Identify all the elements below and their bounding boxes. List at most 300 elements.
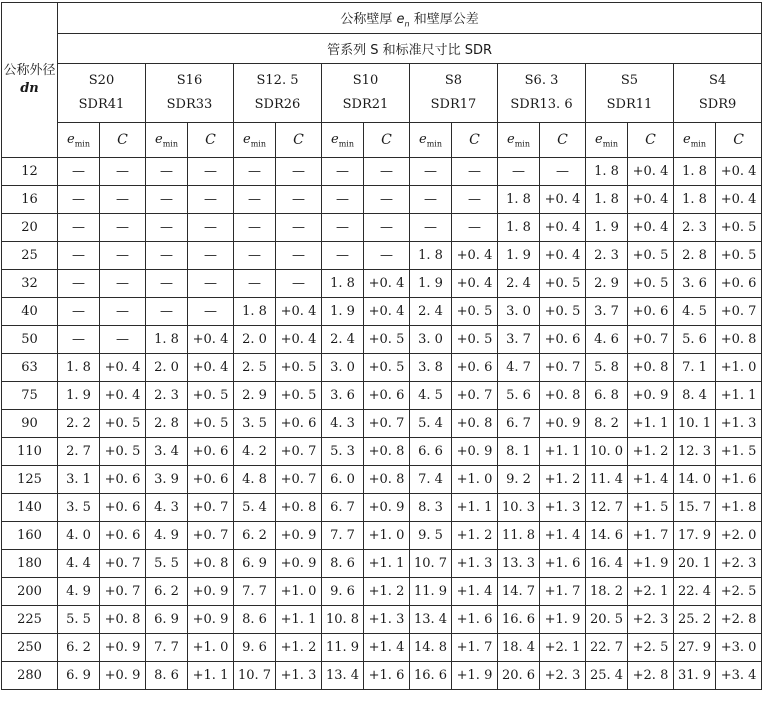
tolerance-cell: +0. 9 xyxy=(276,522,322,550)
tolerance-cell: +0. 4 xyxy=(540,214,586,242)
wall-thickness-table xyxy=(1,2,762,690)
wall-thickness-cell: 2. 3 xyxy=(586,242,628,270)
tolerance-cell: — xyxy=(276,186,322,214)
tolerance-cell: +1. 1 xyxy=(452,494,498,522)
table-row xyxy=(2,494,762,522)
tolerance-cell: +1. 3 xyxy=(364,606,410,634)
tolerance-cell: +1. 3 xyxy=(276,662,322,690)
tolerance-cell: +2. 3 xyxy=(540,662,586,690)
wall-thickness-cell: 4. 7 xyxy=(498,354,540,382)
tolerance-cell: +1. 4 xyxy=(452,578,498,606)
wall-thickness-cell: 2. 4 xyxy=(410,298,452,326)
wall-thickness-cell: 2. 0 xyxy=(234,326,276,354)
wall-thickness-cell: 11. 4 xyxy=(586,466,628,494)
tolerance-cell: +0. 4 xyxy=(716,158,762,186)
tolerance-column-header: C xyxy=(628,123,674,158)
emin-column-header: $e_{min}$ xyxy=(410,123,452,158)
emin-column-header: $e_{min}$ xyxy=(234,123,276,158)
tolerance-cell: +0. 6 xyxy=(100,522,146,550)
outer-diameter-cell: 140 xyxy=(2,494,58,522)
wall-thickness-cell: — xyxy=(322,242,364,270)
tolerance-cell: — xyxy=(188,298,234,326)
wall-thickness-cell: — xyxy=(58,242,100,270)
tolerance-cell: +3. 4 xyxy=(716,662,762,690)
tolerance-cell: +0. 5 xyxy=(364,354,410,382)
tolerance-cell: +2. 8 xyxy=(716,606,762,634)
tolerance-column-header: C xyxy=(276,123,322,158)
tolerance-column-header: C xyxy=(100,123,146,158)
tolerance-cell: +0. 6 xyxy=(276,410,322,438)
tolerance-cell: +0. 4 xyxy=(628,214,674,242)
wall-thickness-cell: 25. 4 xyxy=(586,662,628,690)
wall-thickness-cell: 5. 4 xyxy=(234,494,276,522)
tolerance-cell: +2. 0 xyxy=(716,522,762,550)
wall-thickness-cell: 3. 7 xyxy=(498,326,540,354)
outer-diameter-cell: 20 xyxy=(2,214,58,242)
outer-diameter-cell: 63 xyxy=(2,354,58,382)
tolerance-cell: +1. 3 xyxy=(716,410,762,438)
wall-thickness-cell: — xyxy=(58,214,100,242)
tolerance-cell: +1. 6 xyxy=(540,550,586,578)
tolerance-cell: +1. 3 xyxy=(452,550,498,578)
tolerance-cell: — xyxy=(100,242,146,270)
subcolumn-header-row xyxy=(2,123,762,158)
series-header xyxy=(410,64,498,123)
table-row xyxy=(2,214,762,242)
table-row xyxy=(2,466,762,494)
tolerance-cell: +0. 7 xyxy=(540,354,586,382)
tolerance-cell: +2. 1 xyxy=(628,578,674,606)
tolerance-cell: +0. 6 xyxy=(188,438,234,466)
tolerance-cell: +0. 4 xyxy=(716,186,762,214)
tolerance-cell: — xyxy=(452,158,498,186)
outer-diameter-cell: 225 xyxy=(2,606,58,634)
wall-thickness-cell: 2. 8 xyxy=(674,242,716,270)
tolerance-cell: — xyxy=(100,158,146,186)
tolerance-cell: +0. 6 xyxy=(540,326,586,354)
wall-thickness-cell: 9. 6 xyxy=(234,634,276,662)
tolerance-cell: +2. 3 xyxy=(628,606,674,634)
series-s-label: S20 xyxy=(88,73,115,88)
wall-thickness-cell: 6. 8 xyxy=(586,382,628,410)
tolerance-cell: — xyxy=(100,186,146,214)
tolerance-cell: +0. 6 xyxy=(100,494,146,522)
wall-thickness-cell: — xyxy=(146,158,188,186)
wall-thickness-cell: 5. 3 xyxy=(322,438,364,466)
wall-thickness-cell: 1. 8 xyxy=(146,326,188,354)
tolerance-cell: +0. 7 xyxy=(452,382,498,410)
table-row xyxy=(2,662,762,690)
tolerance-cell: +0. 7 xyxy=(276,466,322,494)
wall-thickness-cell: 4. 4 xyxy=(58,550,100,578)
series-sdr-label: SDR13. 6 xyxy=(510,97,573,112)
wall-thickness-cell: 4. 5 xyxy=(410,382,452,410)
wall-thickness-cell: 10. 0 xyxy=(586,438,628,466)
wall-thickness-cell: 1. 8 xyxy=(234,298,276,326)
tolerance-cell: +1. 7 xyxy=(452,634,498,662)
wall-thickness-cell: 4. 9 xyxy=(146,522,188,550)
table-header xyxy=(2,3,762,158)
tolerance-cell: +0. 4 xyxy=(276,298,322,326)
tolerance-cell: +0. 4 xyxy=(628,158,674,186)
outer-diameter-symbol: dn xyxy=(20,81,39,96)
tolerance-cell: +0. 7 xyxy=(188,522,234,550)
tolerance-cell: — xyxy=(276,270,322,298)
wall-thickness-cell: 7. 1 xyxy=(674,354,716,382)
table-row xyxy=(2,578,762,606)
wall-thickness-cell: — xyxy=(58,298,100,326)
wall-thickness-cell: 6. 2 xyxy=(234,522,276,550)
outer-diameter-label: 公称外径 xyxy=(3,63,56,78)
tolerance-cell: +0. 9 xyxy=(100,634,146,662)
tolerance-cell: +0. 9 xyxy=(100,662,146,690)
tolerance-cell: +0. 5 xyxy=(100,438,146,466)
tolerance-column-header: C xyxy=(716,123,762,158)
tolerance-cell: +0. 4 xyxy=(628,186,674,214)
tolerance-cell: +0. 5 xyxy=(364,326,410,354)
tolerance-cell: +0. 8 xyxy=(188,550,234,578)
wall-thickness-cell: 5. 6 xyxy=(674,326,716,354)
emin-column-header: $e_{min}$ xyxy=(322,123,364,158)
tolerance-cell: +1. 9 xyxy=(540,606,586,634)
wall-thickness-cell: 9. 6 xyxy=(322,578,364,606)
wall-thickness-cell: 2. 0 xyxy=(146,354,188,382)
tolerance-cell: — xyxy=(364,242,410,270)
series-header xyxy=(146,64,234,123)
table-row xyxy=(2,270,762,298)
wall-thickness-cell: 2. 9 xyxy=(234,382,276,410)
wall-thickness-cell: 27. 9 xyxy=(674,634,716,662)
wall-thickness-cell: 4. 6 xyxy=(586,326,628,354)
tolerance-cell: +1. 4 xyxy=(628,466,674,494)
series-header xyxy=(234,64,322,123)
wall-thickness-cell: 5. 8 xyxy=(586,354,628,382)
wall-thickness-cell: 2. 9 xyxy=(586,270,628,298)
series-s-label: S5 xyxy=(620,73,639,88)
tolerance-cell: — xyxy=(276,242,322,270)
tolerance-cell: — xyxy=(100,214,146,242)
series-sdr-label: SDR26 xyxy=(254,97,301,112)
tolerance-cell: +1. 3 xyxy=(540,494,586,522)
wall-thickness-cell: — xyxy=(410,214,452,242)
tolerance-cell: +1. 0 xyxy=(716,354,762,382)
tolerance-cell: +1. 0 xyxy=(452,466,498,494)
wall-thickness-cell: 6. 0 xyxy=(322,466,364,494)
wall-thickness-cell: 8. 1 xyxy=(498,438,540,466)
wall-thickness-cell: 4. 9 xyxy=(58,578,100,606)
tolerance-cell: +0. 4 xyxy=(364,298,410,326)
tolerance-cell: +0. 5 xyxy=(276,382,322,410)
outer-diameter-header xyxy=(2,3,58,158)
tolerance-cell: +0. 5 xyxy=(188,410,234,438)
table-row xyxy=(2,242,762,270)
tolerance-cell: — xyxy=(276,158,322,186)
tolerance-cell: +1. 0 xyxy=(188,634,234,662)
table-row xyxy=(2,410,762,438)
wall-thickness-cell: 8. 6 xyxy=(234,606,276,634)
tolerance-cell: +1. 1 xyxy=(540,438,586,466)
wall-thickness-cell: 3. 9 xyxy=(146,466,188,494)
series-s-label: S8 xyxy=(444,73,463,88)
wall-thickness-cell: — xyxy=(234,214,276,242)
wall-thickness-cell: 7. 7 xyxy=(322,522,364,550)
tolerance-cell: +0. 5 xyxy=(188,382,234,410)
pipe-series-title: 管系列 S 和标准尺寸比 SDR xyxy=(58,34,762,64)
tolerance-cell: +1. 4 xyxy=(540,522,586,550)
tolerance-cell: +2. 1 xyxy=(540,634,586,662)
wall-thickness-cell: 7. 7 xyxy=(234,578,276,606)
tolerance-cell: +1. 0 xyxy=(364,522,410,550)
series-s-label: S10 xyxy=(352,73,379,88)
tolerance-cell: — xyxy=(188,214,234,242)
tolerance-cell: +1. 2 xyxy=(276,634,322,662)
tolerance-cell: +1. 8 xyxy=(716,494,762,522)
wall-thickness-cell: 6. 9 xyxy=(146,606,188,634)
wall-thickness-cell: 3. 6 xyxy=(322,382,364,410)
wall-thickness-cell: 2. 8 xyxy=(146,410,188,438)
wall-thickness-cell: — xyxy=(234,186,276,214)
tolerance-cell: +0. 8 xyxy=(100,606,146,634)
tolerance-cell: — xyxy=(100,270,146,298)
tolerance-cell: +0. 7 xyxy=(100,578,146,606)
tolerance-cell: +1. 1 xyxy=(188,662,234,690)
tolerance-cell: +2. 5 xyxy=(628,634,674,662)
tolerance-cell: — xyxy=(364,158,410,186)
outer-diameter-cell: 75 xyxy=(2,382,58,410)
tolerance-cell: +0. 9 xyxy=(276,550,322,578)
wall-thickness-cell: 1. 8 xyxy=(674,186,716,214)
wall-thickness-cell: 3. 7 xyxy=(586,298,628,326)
tolerance-cell: +0. 4 xyxy=(276,326,322,354)
series-s-label: S6. 3 xyxy=(524,73,559,88)
table-row xyxy=(2,634,762,662)
table-row xyxy=(2,550,762,578)
outer-diameter-cell: 250 xyxy=(2,634,58,662)
series-sdr-label: SDR11 xyxy=(606,97,653,112)
tolerance-cell: +0. 5 xyxy=(540,270,586,298)
tolerance-cell: +3. 0 xyxy=(716,634,762,662)
wall-thickness-cell: 1. 9 xyxy=(58,382,100,410)
emin-column-header: $e_{min}$ xyxy=(498,123,540,158)
tolerance-column-header: C xyxy=(540,123,586,158)
emin-column-header: $e_{min}$ xyxy=(586,123,628,158)
tolerance-cell: +1. 1 xyxy=(716,382,762,410)
outer-diameter-cell: 160 xyxy=(2,522,58,550)
wall-thickness-cell: 4. 3 xyxy=(322,410,364,438)
tolerance-column-header: C xyxy=(452,123,498,158)
tolerance-column-header: C xyxy=(188,123,234,158)
wall-thickness-cell: 3. 0 xyxy=(498,298,540,326)
tolerance-cell: +0. 5 xyxy=(628,270,674,298)
tolerance-cell: +0. 7 xyxy=(364,410,410,438)
table-row xyxy=(2,522,762,550)
tolerance-cell: +1. 9 xyxy=(452,662,498,690)
tolerance-cell: +1. 7 xyxy=(540,578,586,606)
series-sdr-label: SDR41 xyxy=(78,97,125,112)
wall-thickness-cell: 3. 1 xyxy=(58,466,100,494)
tolerance-cell: — xyxy=(540,158,586,186)
outer-diameter-cell: 16 xyxy=(2,186,58,214)
wall-thickness-cell: — xyxy=(58,186,100,214)
tolerance-cell: +1. 1 xyxy=(276,606,322,634)
wall-thickness-cell: 2. 4 xyxy=(322,326,364,354)
wall-thickness-cell: 10. 3 xyxy=(498,494,540,522)
wall-thickness-cell: — xyxy=(146,270,188,298)
wall-thickness-cell: — xyxy=(322,158,364,186)
tolerance-cell: +0. 4 xyxy=(452,270,498,298)
table-body xyxy=(2,158,762,690)
wall-thickness-cell: 3. 0 xyxy=(410,326,452,354)
tolerance-cell: +0. 8 xyxy=(276,494,322,522)
wall-thickness-cell: 8. 6 xyxy=(322,550,364,578)
wall-thickness-cell: 6. 7 xyxy=(498,410,540,438)
wall-thickness-cell: 4. 5 xyxy=(674,298,716,326)
tolerance-cell: +0. 5 xyxy=(628,242,674,270)
series-sdr-label: SDR9 xyxy=(698,97,737,112)
tolerance-cell: +0. 5 xyxy=(100,410,146,438)
wall-thickness-cell: — xyxy=(322,186,364,214)
tolerance-cell: +1. 6 xyxy=(364,662,410,690)
wall-thickness-cell: 5. 5 xyxy=(58,606,100,634)
wall-thickness-cell: 2. 4 xyxy=(498,270,540,298)
wall-thickness-cell: — xyxy=(410,158,452,186)
wall-thickness-cell: 5. 4 xyxy=(410,410,452,438)
tolerance-cell: +2. 5 xyxy=(716,578,762,606)
tolerance-cell: +1. 2 xyxy=(452,522,498,550)
tolerance-cell: +1. 6 xyxy=(716,466,762,494)
wall-thickness-cell: 2. 7 xyxy=(58,438,100,466)
wall-thickness-cell: 6. 2 xyxy=(146,578,188,606)
tolerance-cell: +0. 9 xyxy=(452,438,498,466)
tolerance-cell: +0. 4 xyxy=(540,186,586,214)
tolerance-cell: +1. 2 xyxy=(628,438,674,466)
outer-diameter-cell: 90 xyxy=(2,410,58,438)
wall-thickness-cell: 1. 8 xyxy=(58,354,100,382)
outer-diameter-cell: 25 xyxy=(2,242,58,270)
wall-thickness-cell: 8. 4 xyxy=(674,382,716,410)
tolerance-cell: +0. 8 xyxy=(452,410,498,438)
series-header xyxy=(674,64,762,123)
series-header-row xyxy=(2,64,762,123)
wall-thickness-cell: 25. 2 xyxy=(674,606,716,634)
tolerance-cell: +0. 8 xyxy=(364,438,410,466)
wall-thickness-cell: 15. 7 xyxy=(674,494,716,522)
tolerance-cell: — xyxy=(188,242,234,270)
wall-thickness-cell: 20. 5 xyxy=(586,606,628,634)
wall-thickness-cell: 18. 4 xyxy=(498,634,540,662)
wall-thickness-cell: — xyxy=(146,186,188,214)
tolerance-cell: +0. 4 xyxy=(100,354,146,382)
wall-thickness-cell: 6. 9 xyxy=(58,662,100,690)
wall-thickness-cell: 6. 2 xyxy=(58,634,100,662)
wall-thickness-cell: 3. 5 xyxy=(234,410,276,438)
wall-thickness-cell: 14. 8 xyxy=(410,634,452,662)
wall-thickness-cell: — xyxy=(58,326,100,354)
tolerance-cell: +0. 5 xyxy=(452,298,498,326)
wall-thickness-cell: 1. 9 xyxy=(322,298,364,326)
wall-thickness-cell: 16. 6 xyxy=(410,662,452,690)
wall-thickness-cell: — xyxy=(234,158,276,186)
tolerance-cell: — xyxy=(188,186,234,214)
wall-thickness-cell: 3. 5 xyxy=(58,494,100,522)
wall-thickness-cell: 13. 3 xyxy=(498,550,540,578)
wall-thickness-cell: 12. 3 xyxy=(674,438,716,466)
wall-thickness-cell: 4. 8 xyxy=(234,466,276,494)
tolerance-cell: +0. 5 xyxy=(452,326,498,354)
wall-thickness-cell: 10. 7 xyxy=(234,662,276,690)
wall-thickness-cell: 6. 6 xyxy=(410,438,452,466)
table-row xyxy=(2,186,762,214)
wall-thickness-cell: 1. 8 xyxy=(498,186,540,214)
wall-thickness-cell: 2. 3 xyxy=(146,382,188,410)
tolerance-cell: +0. 8 xyxy=(716,326,762,354)
wall-thickness-cell: 3. 0 xyxy=(322,354,364,382)
wall-thickness-cell: — xyxy=(146,298,188,326)
tolerance-cell: +1. 4 xyxy=(364,634,410,662)
wall-thickness-cell: 1. 8 xyxy=(498,214,540,242)
tolerance-cell: +1. 6 xyxy=(452,606,498,634)
wall-thickness-cell: 9. 5 xyxy=(410,522,452,550)
tolerance-cell: +0. 9 xyxy=(364,494,410,522)
wall-thickness-cell: 7. 7 xyxy=(146,634,188,662)
tolerance-cell: +0. 7 xyxy=(100,550,146,578)
table-row xyxy=(2,606,762,634)
emin-column-header: $e_{min}$ xyxy=(674,123,716,158)
wall-thickness-cell: 18. 2 xyxy=(586,578,628,606)
wall-thickness-cell: 1. 9 xyxy=(410,270,452,298)
tolerance-cell: +0. 4 xyxy=(100,382,146,410)
outer-diameter-cell: 280 xyxy=(2,662,58,690)
wall-thickness-cell: — xyxy=(322,214,364,242)
table-row xyxy=(2,158,762,186)
outer-diameter-cell: 180 xyxy=(2,550,58,578)
wall-thickness-cell: 16. 6 xyxy=(498,606,540,634)
wall-thickness-cell: 11. 9 xyxy=(410,578,452,606)
wall-thickness-cell: — xyxy=(146,214,188,242)
series-header xyxy=(322,64,410,123)
tolerance-cell: +0. 8 xyxy=(628,354,674,382)
wall-thickness-cell: 12. 7 xyxy=(586,494,628,522)
tolerance-cell: — xyxy=(100,298,146,326)
series-header xyxy=(498,64,586,123)
table-row xyxy=(2,298,762,326)
tolerance-cell: +1. 5 xyxy=(628,494,674,522)
series-sdr-label: SDR17 xyxy=(430,97,477,112)
emin-column-header: $e_{min}$ xyxy=(146,123,188,158)
wall-thickness-cell: 3. 6 xyxy=(674,270,716,298)
table-row xyxy=(2,354,762,382)
tolerance-column-header: C xyxy=(364,123,410,158)
wall-thickness-cell: 14. 6 xyxy=(586,522,628,550)
wall-thickness-cell: — xyxy=(498,158,540,186)
wall-thickness-cell: 5. 6 xyxy=(498,382,540,410)
wall-thickness-cell: 1. 8 xyxy=(674,158,716,186)
table-row xyxy=(2,326,762,354)
series-header xyxy=(586,64,674,123)
wall-thickness-cell: — xyxy=(58,270,100,298)
wall-thickness-cell: 1. 9 xyxy=(498,242,540,270)
wall-thickness-cell: 16. 4 xyxy=(586,550,628,578)
wall-thickness-cell: 1. 8 xyxy=(322,270,364,298)
wall-thickness-cell: 2. 5 xyxy=(234,354,276,382)
wall-thickness-cell: 13. 4 xyxy=(322,662,364,690)
outer-diameter-cell: 12 xyxy=(2,158,58,186)
wall-thickness-cell: 1. 9 xyxy=(586,214,628,242)
tolerance-cell: +0. 6 xyxy=(628,298,674,326)
tolerance-cell: — xyxy=(188,158,234,186)
wall-thickness-cell: 1. 8 xyxy=(410,242,452,270)
tolerance-cell: +1. 1 xyxy=(628,410,674,438)
